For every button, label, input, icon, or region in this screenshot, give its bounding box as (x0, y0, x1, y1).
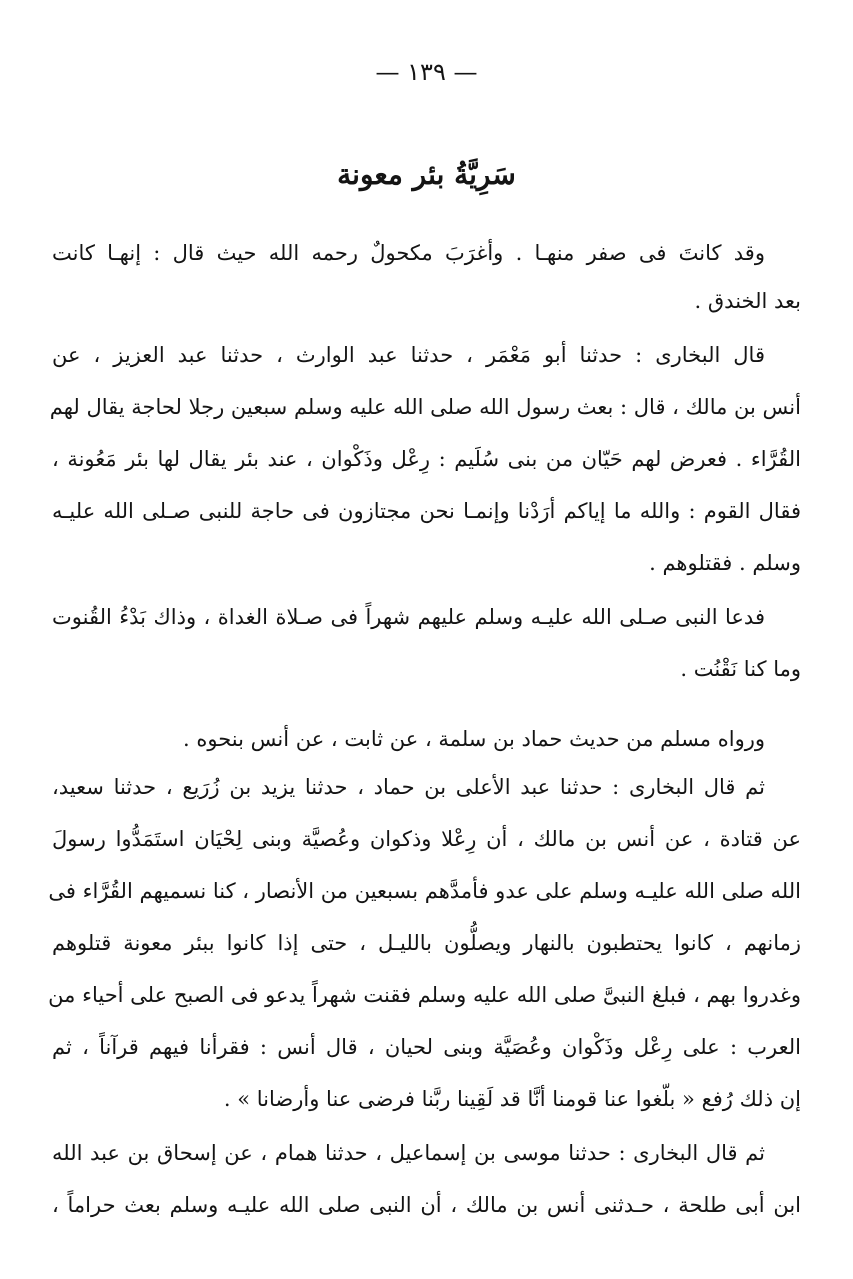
page-number: — ١٣٩ — (375, 58, 478, 86)
text-line: ثم قال البخارى : حدثنا عبد الأعلى بن حماد ، حدثنا يزيد بن زُرَيع ، حدثنا سعيد، (52, 775, 765, 799)
text-line: الله صلى الله عليـه وسلم على عدو فأمدَّهم بسبعين من الأنصار ، كنا نسميهم القُرَّاء فى (48, 879, 801, 903)
text-line: وقد كانتَ فى صفر منهـا . وأغرَبَ مكحولٌ رحمه الله حيث قال : إنهـا كانت (52, 241, 765, 265)
text-line: قال البخارى : حدثنا أبو مَعْمَر ، حدثنا عبد الوارث ، حدثنا عبد العزيز ، عن (52, 343, 765, 367)
text-line: فقال القوم : والله ما إياكم أرَدْنا وإنمـا نحن مجتازون فى حاجة للنبى صـلى الله عليـه (52, 499, 801, 523)
chapter-title: سَرِيَّةُ بئر معونة (337, 158, 516, 191)
text-line: زمانهم ، كانوا يحتطبون بالنهار ويصلُّون بالليـل ، حتى إذا كانوا ببئر معونة قتلوهم (52, 931, 801, 955)
text-line: بعد الخندق . (694, 289, 801, 313)
text-line: ورواه مسلم من حديث حماد بن سلمة ، عن ثابت ، عن أنس بنحوه . (183, 727, 765, 751)
text-line: فدعا النبى صـلى الله عليـه وسلم عليهم شهراً فى صـلاة الغداة ، وذاك بَدْءُ القُنوت (52, 605, 765, 629)
text-line: وسلم . فقتلوهم . (649, 551, 801, 575)
text-line: عن قتادة ، عن أنس بن مالك ، أن رِعْلا وذكوان وعُصيَّة وبنى لِحْيَان استَمَدُّوا رسولَ (52, 827, 801, 851)
text-line: ثم قال البخارى : حدثنا موسى بن إسماعيل ، حدثنا همام ، عن إسحاق بن عبد الله (52, 1141, 765, 1165)
text-line: وما كنا نَقْنُت . (680, 657, 801, 681)
text-line: القُرَّاء . فعرض لهم حَيّان من بنى سُلَيم : رِعْل وذَكْوان ، عند بئر يقال لها بئر مَعُونة ، (52, 447, 801, 471)
text-line: العرب : على رِعْل وذَكْوان وعُصَيَّة وبنى لحيان ، قال أنس : فقرأنا فيهم قرآناً ، ثم (52, 1035, 801, 1059)
text-line: أنس بن مالك ، قال : بعث رسول الله صلى الله عليه وسلم سبعين رجلا لحاجة يقال لهم (49, 395, 801, 419)
text-line: إن ذلك رُفع « بلّغوا عنا قومنا أنَّا قد لَقِينا ربَّنا فرضى عنا وأرضانا » . (223, 1087, 801, 1111)
text-line: وغدروا بهم ، فبلغ النبىَّ صلى الله عليه وسلم فقنت شهراً يدعو فى الصبح على أحياء من (48, 983, 801, 1007)
text-line: ابن أبى طلحة ، حـدثنى أنس بن مالك ، أن النبى صلى الله عليـه وسلم بعث حراماً ، (52, 1193, 801, 1217)
